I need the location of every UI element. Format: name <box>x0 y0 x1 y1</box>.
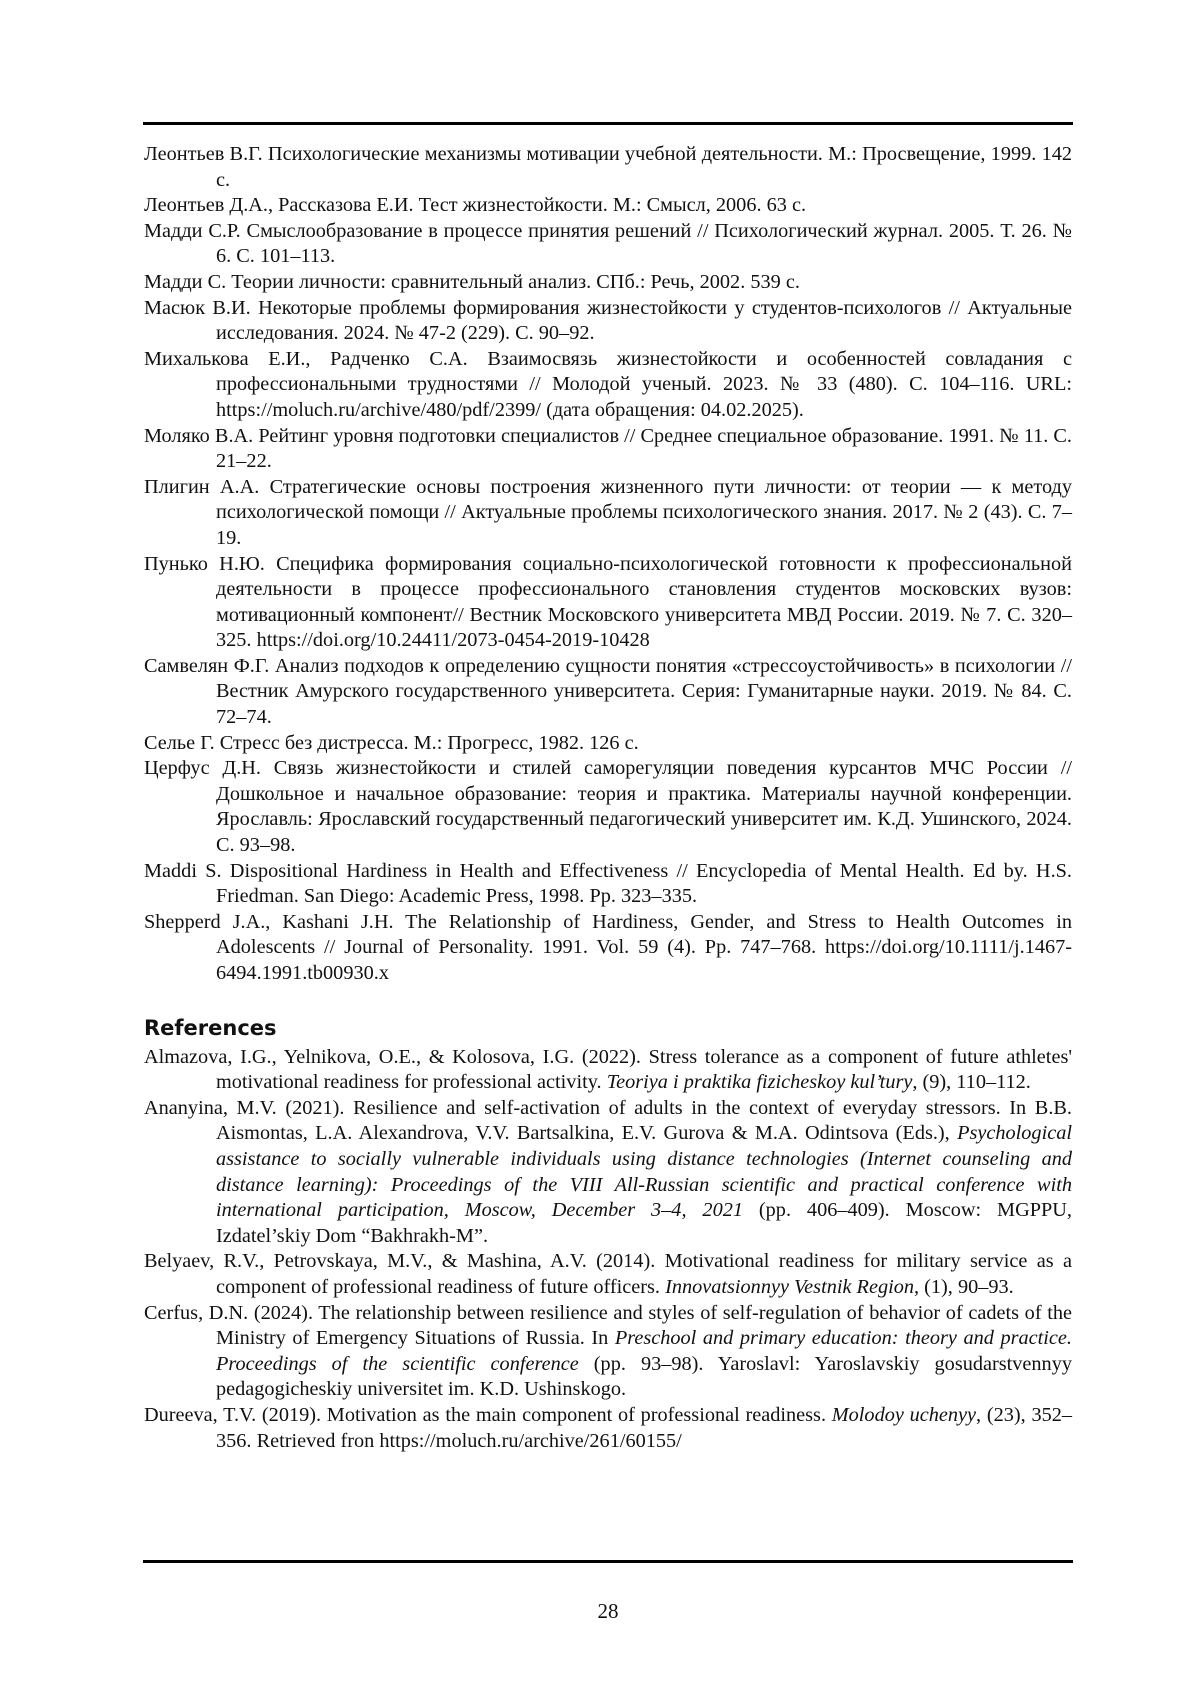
ref-text: (pp. 406–409). Moscow: MGPPU, Izdatel’skiy Dom “Bakhrakh-M”. <box>216 1199 1072 1247</box>
ref-text: Ananyina, M.V. (2021). Resilience and self-activation of adults in the context of everyday stressors. In B.B. Aismontas, L.A. Alexandrova, V.V. Bartsalkina, E.V. Gurova & M.A. Odintsova (Eds.), <box>144 1097 1072 1145</box>
reference-entry: Пунько Н.Ю. Специфика формирования социально-психологической готовности к профессио­нальной деятельности в процессе профессионального становления студентов москов­ских вузов: мотивационный компонент// Вестник Московского университета МВД Рос­сии. 2019. № 7. С. 320–325. https://doi.org/10.24411/2073-0454-2019-10428 <box>144 552 1072 654</box>
reference-entry-en <box>144 1301 1072 1403</box>
reference-entry-en <box>144 1403 1072 1454</box>
ref-source-title: Preschool and primary educa­tion: theory and practice. Proceedings of the scientific conference <box>216 1327 1072 1375</box>
reference-entry: Мадди С.Р. Смыслообразование в процессе принятия решений // Психологический журнал. 2005. Т. 26. № 6. С. 101–113. <box>144 219 1072 270</box>
ref-text: Cerfus, D.N. (2024). The relationship between resilience and styles of self-regulation of behavior of cadets of the Ministry of Emergency Situations of Russia. In <box>144 1302 1072 1350</box>
reference-entry: Михалькова Е.И., Радченко С.А. Взаимосвязь жизнестойкости и особенностей совладания с профессиональными трудностями // Молодой ученый. 2023. № 33 (480). С. 104–116. URL: https://moluch.ru/archive/480/pdf/2399/ (дата обращения: 04.02.2025). <box>144 347 1072 424</box>
reference-entry: Церфус Д.Н. Связь жизнестойкости и стилей саморегуляции поведения курсантов МЧС России // Дошкольное и начальное образование: теория и практика. Материалы научной конференции. Ярославль: Ярославский государственный педагогический университет им. К.Д. Ушинского, 2024. С. 93–98. <box>144 756 1072 858</box>
ref-text: , (23), 352–356. Retrieved fron https://moluch.ru/archive/261/60155/ <box>216 1404 1072 1452</box>
ref-source-title: Teoriya i praktika fizicheskoy kul’tury <box>607 1071 913 1093</box>
ref-text: Almazova, I.G., Yelnikova, O.E., & Kolosova, I.G. (2022). Stress tolerance as a component of future athletes' motivational readiness for professional activity. <box>144 1046 1072 1094</box>
reference-entry: Леонтьев Д.А., Рассказова Е.И. Тест жизнестойкости. М.: Смысл, 2006. 63 с. <box>144 193 1072 219</box>
ref-source-title: Psychological assistance to socially vulnerable individuals using distance technologies (Inter­net counseling and distance learning): Proceedings of the VIII All-Russian scientific and prac­tical conference with international participation, Moscow, December 3–4, 2021 <box>216 1122 1072 1221</box>
document-page <box>0 0 1200 1697</box>
reference-entry: Селье Г. Стресс без дистресса. М.: Прогресс, 1982. 126 с. <box>144 731 1072 757</box>
ref-text: Belyaev, R.V., Petrovskaya, M.V., & Mashina, A.V. (2014). Motivational readiness for military ser­vice as a component of professional readiness of future officers. <box>144 1250 1072 1298</box>
ref-text: (pp. 93–98). Yaroslavl: Ya­roslavskiy gosudarstvennyy pedagogicheskiy universitet im. K.D. Ushinskogo. <box>216 1353 1072 1401</box>
reference-entry: Моляко В.А. Рейтинг уровня подготовки специалистов // Среднее специальное образование. 1991. № 11. С. 21–22. <box>144 424 1072 475</box>
reference-entry: Леонтьев В.Г. Психологические механизмы мотивации учебной деятельности. М.: Просвеще­ние, 1999. 142 с. <box>144 142 1072 193</box>
reference-entry: Масюк В.И. Некоторые проблемы формирования жизнестойкости у студентов-психологов // Актуальные исследования. 2024. № 47-2 (229). С. 90–92. <box>144 296 1072 347</box>
page-number: 28 <box>0 1598 1200 1624</box>
ref-text: Dureeva, T.V. (2019). Motivation as the main component of professional readiness. <box>144 1404 832 1426</box>
reference-list <box>144 142 1072 1454</box>
ref-source-title: Innovatsionnyy Vestnik Re­gion <box>665 1276 914 1298</box>
reference-entry-en <box>144 1045 1072 1096</box>
reference-entry-en <box>144 1249 1072 1300</box>
reference-entry-en <box>144 1096 1072 1250</box>
reference-entry: Самвелян Ф.Г. Анализ подходов к определению сущности понятия «стрессоустойчивость» в психологии // Вестник Амурского государственного университета. Серия: Гуманитар­ные науки. 2019. № 84. С. 72–74. <box>144 654 1072 731</box>
references-heading: References <box>144 1015 1072 1041</box>
ref-text: , (1), 90–93. <box>914 1276 1014 1298</box>
reference-entry: Плигин А.А. Стратегические основы построения жизненного пути личности: от теории — к ме­тоду психологической помощи // Актуальные проблемы психологического знания. 2017. № 2 (43). С. 7–19. <box>144 475 1072 552</box>
ref-source-title: Molodoy uchenyy <box>832 1404 976 1426</box>
reference-entry: Мадди С. Теории личности: сравнительный анализ. СПб.: Речь, 2002. 539 с. <box>144 270 1072 296</box>
top-rule <box>143 122 1073 125</box>
ref-text: , (9), 110–112. <box>912 1071 1030 1093</box>
bottom-rule <box>143 1560 1073 1563</box>
reference-entry: Shepperd J.A., Kashani J.H. The Relationship of Hardiness, Gender, and Stress to Health Outcomes in Adolescents // Journal of Personality. 1991. Vol. 59 (4). Pp. 747–768. https://doi.org/10.1111/j.1467-6494.1991.tb00930.x <box>144 910 1072 987</box>
reference-entry: Maddi S. Dispositional Hardiness in Health and Effectiveness // Encyclopedia of Mental Health. Ed by. H.S. Friedman. San Diego: Academic Press, 1998. Pp. 323–335. <box>144 859 1072 910</box>
